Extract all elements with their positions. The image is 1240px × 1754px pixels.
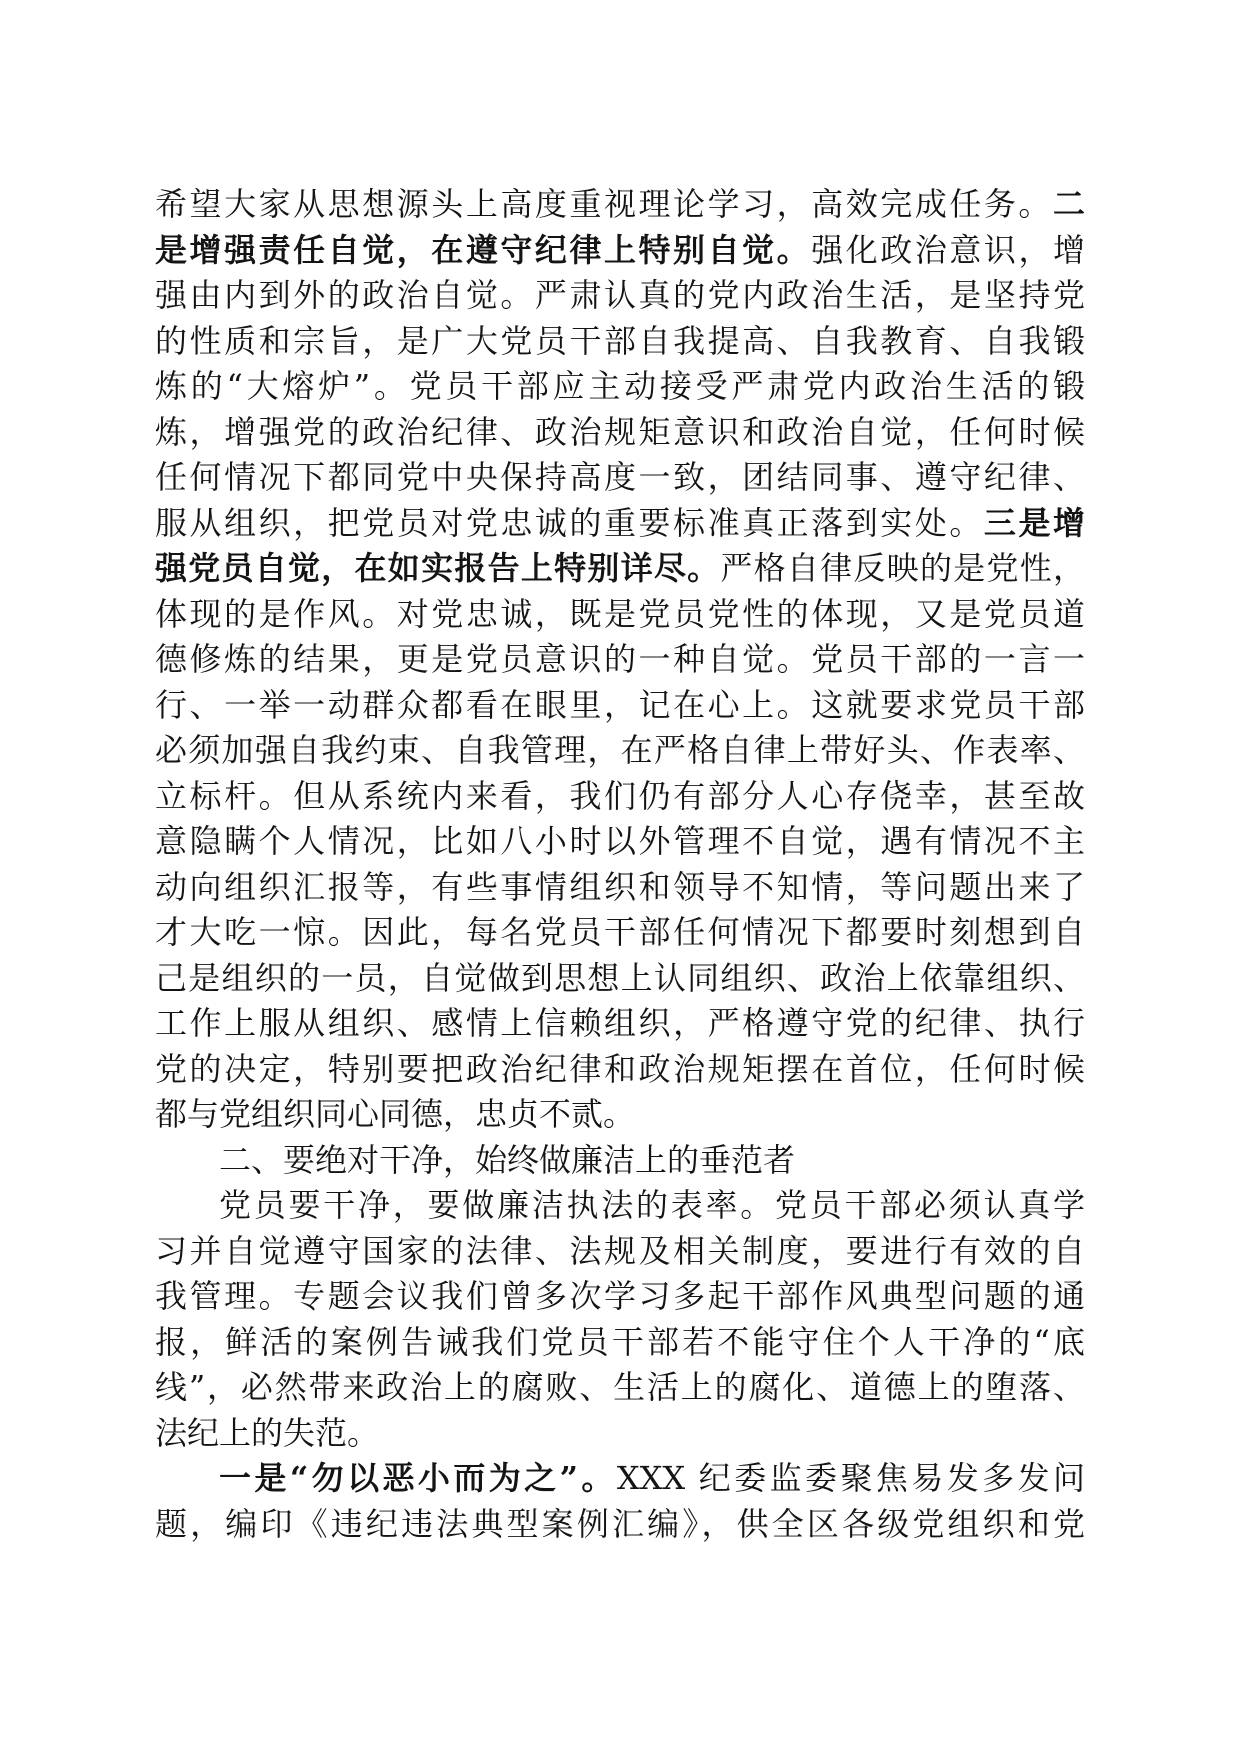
text-line: 题，编印《违纪违法典型案例汇编》，供全区各级党组织和党: [155, 1504, 1085, 1543]
text-run: 严格自律反映的是党性，: [720, 549, 1085, 587]
bold-run: 强党员自觉，在如实报告上特别详尽。: [155, 549, 721, 587]
text-run: XXX 纪委监委聚焦易发多发问: [616, 1459, 1085, 1497]
text-line: 才大吃一惊。因此，每名党员干部任何情况下都要时刻想到自: [155, 913, 1085, 951]
bold-run: 一是“勿以恶小而为之”。: [219, 1459, 617, 1497]
text-line: 意隐瞒个人情况，比如八小时以外管理不自觉，遇有情况不主: [155, 822, 1085, 860]
text-line: 德修炼的结果，更是党员意识的一种自觉。党员干部的一言一: [155, 640, 1085, 678]
text-line: [155, 546, 1085, 592]
text-line: 炼的“大熔炉”。党员干部应主动接受严肃党内政治生活的锻: [155, 367, 1085, 405]
text-run: 强化政治意识，增: [811, 230, 1085, 269]
text-line: 党的决定，特别要把政治纪律和政治规矩摆在首位，任何时候: [155, 1049, 1085, 1088]
text-line: [155, 228, 1085, 274]
text-run: 服从组织，把党员对党忠诚的重要标准真正落到实处。: [155, 503, 984, 542]
text-line: 线”，必然带来政治上的腐败、生活上的腐化、道德上的堕落、: [155, 1368, 1085, 1406]
text-line: 己是组织的一员，自觉做到思想上认同组织、政治上依靠组织、: [155, 958, 1085, 997]
text-line: 动向组织汇报等，有些事情组织和领导不知情，等问题出来了: [155, 867, 1085, 906]
text-line: 都与党组织同心同德，忠贞不贰。: [155, 1095, 636, 1133]
text-line: 体现的是作风。对党忠诚，既是党员党性的体现，又是党员道: [155, 594, 1085, 633]
text-line: 报，鲜活的案例告诫我们党员干部若不能守住个人干净的“底: [155, 1322, 1085, 1361]
text-line: 任何情况下都同党中央保持高度一致，团结同事、遵守纪律、: [155, 458, 1085, 496]
text-line: 工作上服从组织、感情上信赖组织，严格遵守党的纪律、执行: [155, 1004, 1085, 1042]
text-line: 法纪上的失范。: [155, 1413, 380, 1452]
text-line: [155, 501, 1085, 547]
document-page: [155, 182, 1085, 1547]
bold-run: 是增强责任自觉，在遵守纪律上特别自觉。: [155, 230, 812, 269]
text-line: 立标杆。但从系统内来看，我们仍有部分人心存侥幸，甚至故: [155, 776, 1085, 815]
text-line: 党员要干净，要做廉洁执法的表率。党员干部必须认真学: [219, 1186, 1085, 1224]
text-line: 行、一举一动群众都看在眼里，记在心上。这就要求党员干部: [155, 685, 1085, 724]
text-line: 必须加强自我约束、自我管理，在严格自律上带好头、作表率、: [155, 731, 1085, 769]
text-line: 的性质和宗旨，是广大党员干部自我提高、自我教育、自我锻: [155, 321, 1085, 360]
section-heading: 二、要绝对干净，始终做廉洁上的垂范者: [219, 1140, 796, 1179]
text-line: [155, 182, 1085, 228]
text-run: 希望大家从思想源头上高度重视理论学习，高效完成任务。: [155, 185, 1053, 223]
text-line: 强由内到外的政治自觉。严肃认真的党内政治生活，是坚持党: [155, 276, 1085, 314]
text-line: 炼，增强党的政治纪律、政治规矩意识和政治自觉，任何时候: [155, 412, 1085, 451]
text-line: 我管理。专题会议我们曾多次学习多起干部作风典型问题的通: [155, 1277, 1085, 1315]
bold-run: 二: [1052, 185, 1085, 223]
text-line: 习并自觉遵守国家的法律、法规及相关制度，要进行有效的自: [155, 1231, 1085, 1270]
text-line: [155, 1456, 1085, 1502]
bold-run: 三是增: [983, 503, 1085, 542]
